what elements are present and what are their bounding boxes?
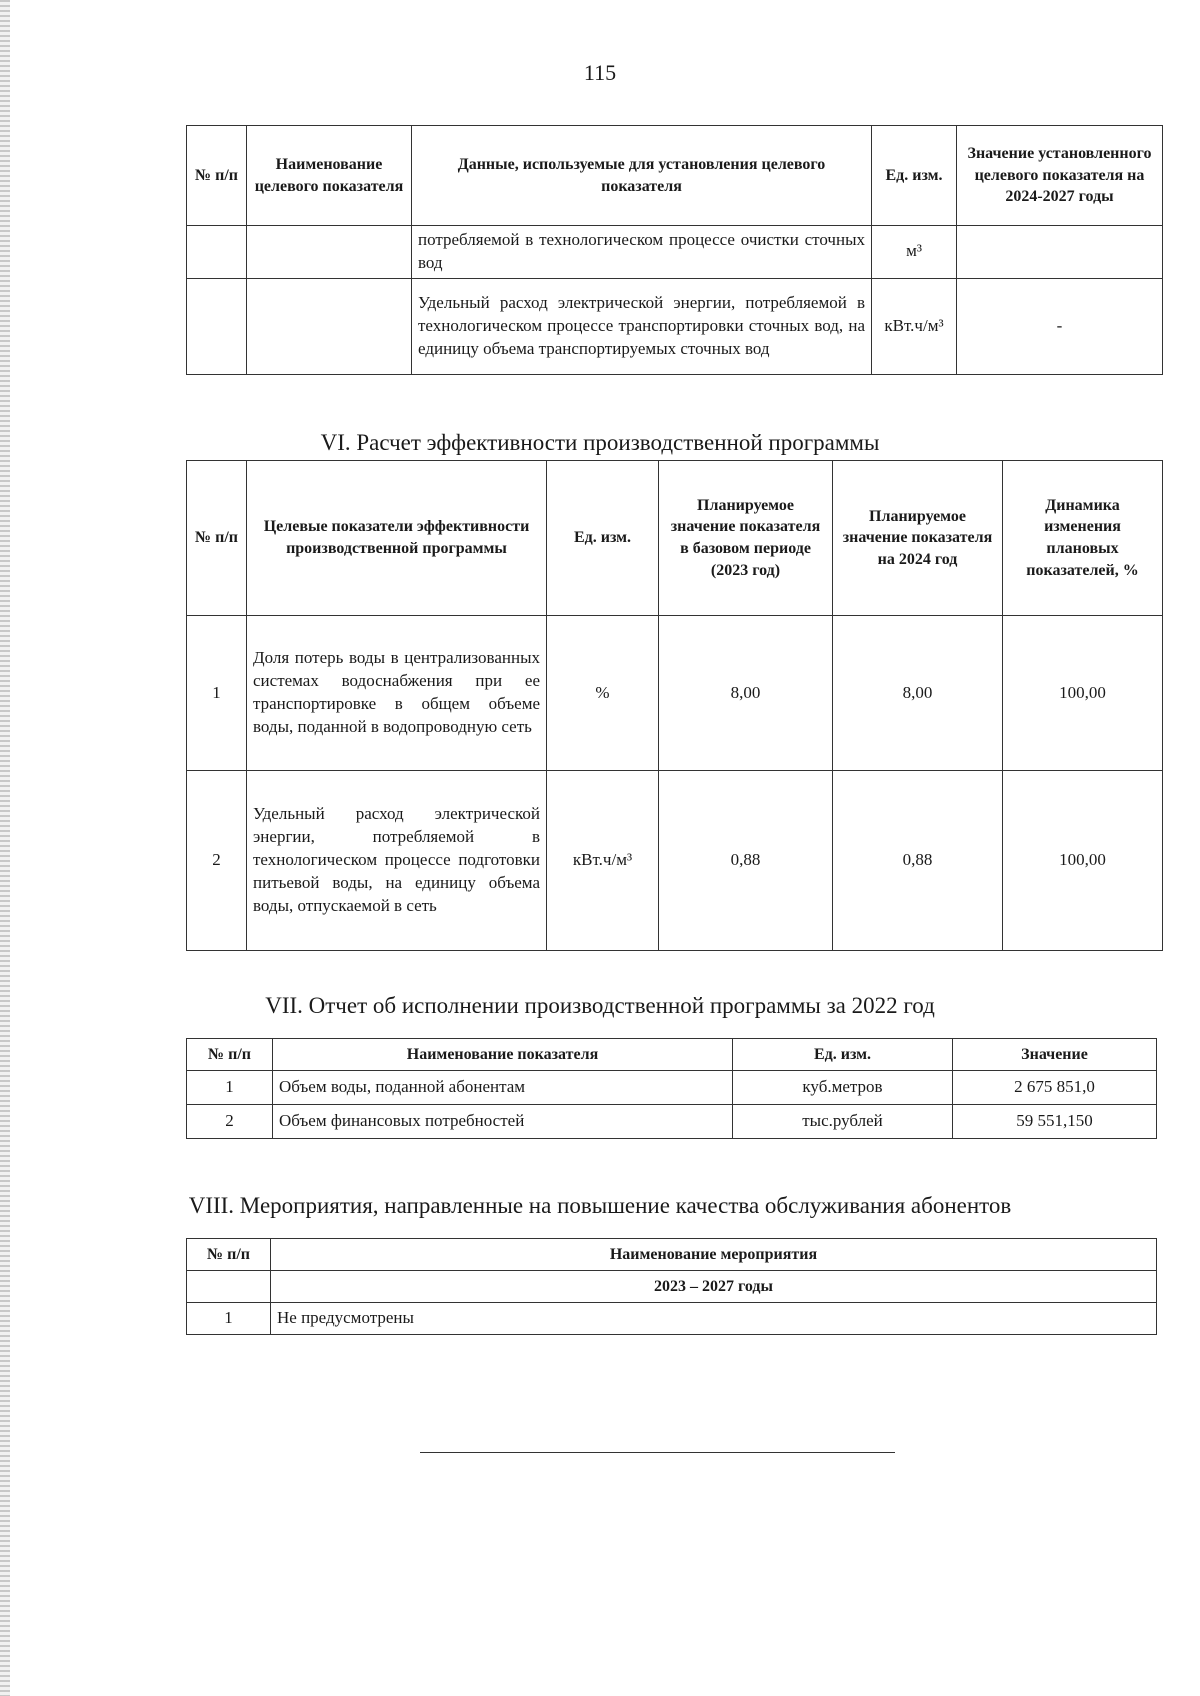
col-header-name: Наименование показателя	[273, 1039, 733, 1071]
table-row	[187, 1105, 1157, 1139]
col-header-unit: Ед. изм.	[872, 126, 957, 226]
table-row	[187, 616, 1163, 771]
target-indicators-table	[186, 125, 1163, 375]
col-header-num: № п/п	[187, 1239, 271, 1271]
col-header-unit: Ед. изм.	[547, 461, 659, 616]
col-header-value: Значение установленного целевого показателя на 2024-2027 годы	[957, 126, 1163, 226]
cell-dynamics: 100,00	[1003, 616, 1163, 771]
col-header-unit: Ед. изм.	[733, 1039, 953, 1071]
measures-table	[186, 1238, 1157, 1335]
report-table	[186, 1038, 1157, 1139]
cell-base: 0,88	[659, 771, 833, 951]
cell-num: 2	[187, 771, 247, 951]
cell-indicator: Удельный расход электрической энергии, потребляемой в технологическом процессе подготовки питьевой воды, на единицу объема воды, отпускаемой в сеть	[247, 771, 547, 951]
table-header-row	[187, 1239, 1157, 1271]
table-row	[187, 1303, 1157, 1335]
section-7-title: VII. Отчет об исполнении производственной программы за 2022 год	[265, 993, 935, 1018]
cell-num: 1	[187, 1303, 271, 1335]
cell-indicator: Доля потерь воды в централизованных системах водоснабжения при ее транспортировке в общем объеме воды, поданной в водопроводную сеть	[247, 616, 547, 771]
cell-unit: м³	[872, 226, 957, 279]
cell-unit: тыс.рублей	[733, 1105, 953, 1139]
cell-unit: кВт.ч/м³	[872, 278, 957, 374]
col-header-num: № п/п	[187, 461, 247, 616]
col-header-base: Планируемое значение показателя в базовом периоде (2023 год)	[659, 461, 833, 616]
col-header-name: Наименование целевого показателя	[247, 126, 412, 226]
table-header-row	[187, 126, 1163, 226]
scan-edge-artifact	[0, 0, 10, 1696]
table-row	[187, 771, 1163, 951]
efficiency-table	[186, 460, 1163, 951]
cell-num	[187, 278, 247, 374]
cell-value: 2 675 851,0	[953, 1071, 1157, 1105]
section-6-title: VI. Расчет эффективности производственной программы	[320, 430, 880, 455]
period-label: 2023 – 2027 годы	[271, 1271, 1157, 1303]
cell-dynamics: 100,00	[1003, 771, 1163, 951]
cell-name: Объем воды, поданной абонентам	[273, 1071, 733, 1105]
col-header-value: Значение	[953, 1039, 1157, 1071]
table-row	[187, 226, 1163, 279]
col-header-num: № п/п	[187, 1039, 273, 1071]
cell-data: Удельный расход электрической энергии, потребляемой в технологическом процессе транспортировки сточных вод, на единицу объема транспортируемых сточных вод	[412, 278, 872, 374]
cell-num	[187, 226, 247, 279]
cell-plan: 8,00	[833, 616, 1003, 771]
page-number: 115	[583, 60, 617, 85]
col-header-plan: Планируемое значение показателя на 2024 год	[833, 461, 1003, 616]
cell-value	[957, 226, 1163, 279]
table-header-row	[187, 461, 1163, 616]
col-header-indicator: Целевые показатели эффективности производственной программы	[247, 461, 547, 616]
cell-data: потребляемой в технологическом процессе очистки сточных вод	[412, 226, 872, 279]
period-row	[187, 1271, 1157, 1303]
section-8-title: VIII. Мероприятия, направленные на повышение качества обслуживания абонентов	[188, 1193, 1012, 1218]
col-header-num: № п/п	[187, 126, 247, 226]
cell-base: 8,00	[659, 616, 833, 771]
col-header-dynamics: Динамика изменения плановых показателей, %	[1003, 461, 1163, 616]
cell-empty	[187, 1271, 271, 1303]
cell-unit: кВт.ч/м³	[547, 771, 659, 951]
cell-num: 1	[187, 616, 247, 771]
cell-num: 1	[187, 1071, 273, 1105]
cell-value: 59 551,150	[953, 1105, 1157, 1139]
col-header-data: Данные, используемые для установления целевого показателя	[412, 126, 872, 226]
cell-name: Объем финансовых потребностей	[273, 1105, 733, 1139]
cell-unit: %	[547, 616, 659, 771]
col-header-measure: Наименование мероприятия	[271, 1239, 1157, 1271]
cell-unit: куб.метров	[733, 1071, 953, 1105]
footer-divider	[420, 1452, 895, 1453]
cell-plan: 0,88	[833, 771, 1003, 951]
cell-name	[247, 226, 412, 279]
cell-measure: Не предусмотрены	[271, 1303, 1157, 1335]
cell-name	[247, 278, 412, 374]
table-row	[187, 278, 1163, 374]
cell-value: -	[957, 278, 1163, 374]
table-header-row	[187, 1039, 1157, 1071]
table-row	[187, 1071, 1157, 1105]
cell-num: 2	[187, 1105, 273, 1139]
